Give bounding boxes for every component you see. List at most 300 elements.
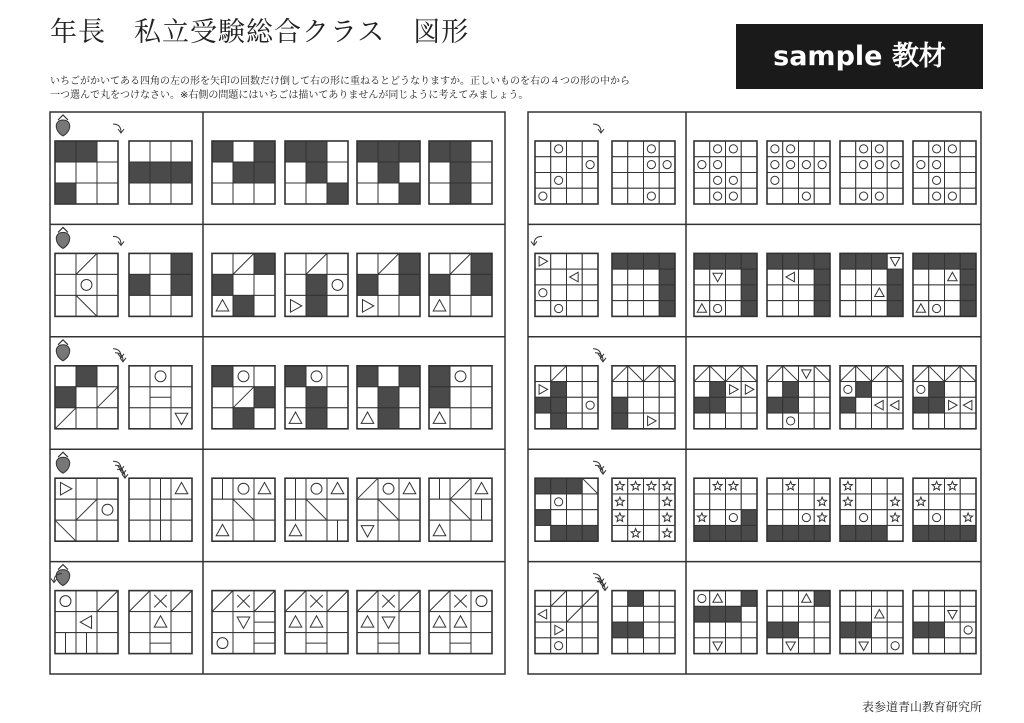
filled-cell <box>306 274 327 295</box>
circle-mark <box>860 161 868 169</box>
grid-cell <box>399 408 420 429</box>
filled-cell <box>535 510 551 526</box>
grid-cell <box>767 382 783 398</box>
grid-cell <box>150 141 171 162</box>
filled-cell <box>710 382 726 398</box>
grid-cell <box>471 295 492 316</box>
filled-cell <box>306 408 327 429</box>
filled-cell <box>694 253 710 269</box>
grid-cell <box>97 478 118 499</box>
circle-mark <box>818 161 826 169</box>
grid-cell <box>856 301 872 317</box>
grid-cell <box>567 141 583 157</box>
grid-cell <box>567 382 583 398</box>
grid-cell <box>97 612 118 633</box>
filled-cell <box>814 253 830 269</box>
circle-mark <box>698 161 706 169</box>
grid-cell <box>872 591 888 607</box>
filled-cell <box>450 183 471 204</box>
filled-cell <box>628 622 644 638</box>
filled-cell <box>612 397 628 413</box>
filled-cell <box>628 591 644 607</box>
grid-cell <box>741 638 757 654</box>
grid-cell <box>887 382 903 398</box>
grid-cell <box>783 301 799 317</box>
filled-cell <box>378 162 399 183</box>
grid-cell <box>913 478 929 494</box>
grid-cell <box>726 157 742 173</box>
circle-mark <box>539 289 547 297</box>
grid-cell <box>582 494 598 510</box>
filled-cell <box>450 141 471 162</box>
grid-cell <box>872 173 888 189</box>
grid-cell <box>55 162 76 183</box>
grid-cell <box>450 520 471 541</box>
filled-cell <box>429 366 450 387</box>
circle-mark <box>891 161 899 169</box>
grid-cell <box>659 173 675 189</box>
grid-cell <box>799 478 815 494</box>
filled-cell <box>129 274 150 295</box>
grid-cell <box>171 612 192 633</box>
grid-cell <box>399 387 420 408</box>
grid-cell <box>612 638 628 654</box>
grid-cell <box>628 285 644 301</box>
filled-cell <box>856 382 872 398</box>
strawberry-icon <box>56 565 70 586</box>
grid-cell <box>767 606 783 622</box>
grid-cell <box>582 301 598 317</box>
filled-cell <box>612 413 628 429</box>
filled-cell <box>929 525 945 541</box>
circle-mark <box>933 176 941 184</box>
publisher-credit: 表参道青山教育研究所 <box>861 700 982 714</box>
grid-cell <box>327 387 348 408</box>
filled-cell <box>726 606 742 622</box>
grid-cell <box>840 141 856 157</box>
strawberry-leaf <box>58 227 68 232</box>
grid-cell <box>644 638 660 654</box>
grid-cell <box>659 638 675 654</box>
filled-cell <box>357 366 378 387</box>
grid-cell <box>644 285 660 301</box>
grid-cell <box>913 173 929 189</box>
grid-cell <box>612 525 628 541</box>
grid-cell <box>694 188 710 204</box>
grid-cell <box>767 591 783 607</box>
grid-cell <box>357 183 378 204</box>
grid-cell <box>799 173 815 189</box>
question-L1-choice-1 <box>212 141 275 204</box>
grid-cell <box>612 301 628 317</box>
grid-cell <box>856 606 872 622</box>
grid-cell <box>327 253 348 274</box>
grid-cell <box>741 188 757 204</box>
grid-cell <box>945 157 961 173</box>
grid-cell <box>840 510 856 526</box>
circle-mark <box>714 176 722 184</box>
grid-cell <box>254 408 275 429</box>
grid-cell <box>726 591 742 607</box>
grid-cell <box>726 285 742 301</box>
grid-cell <box>799 622 815 638</box>
circle-mark <box>714 304 722 312</box>
strawberry-leaf <box>58 565 68 570</box>
grid-cell <box>913 285 929 301</box>
grid-cell <box>212 499 233 520</box>
grid-cell <box>741 397 757 413</box>
filled-cell <box>767 525 783 541</box>
grid-cell <box>913 269 929 285</box>
grid-cell <box>150 253 171 274</box>
question-L5-choice-4 <box>429 591 492 654</box>
filled-cell <box>150 162 171 183</box>
question-L3-target-grid <box>129 366 192 429</box>
filled-cell <box>960 253 976 269</box>
grid-cell <box>767 285 783 301</box>
grid-cell <box>551 606 567 622</box>
grid-cell <box>129 295 150 316</box>
grid-cell <box>212 387 233 408</box>
grid-cell <box>471 366 492 387</box>
filled-cell <box>726 525 742 541</box>
grid-cell <box>535 366 551 382</box>
grid-cell <box>644 301 660 317</box>
grid-cell <box>840 173 856 189</box>
grid-cell <box>783 188 799 204</box>
strawberry-body <box>56 120 70 136</box>
grid-cell <box>399 612 420 633</box>
filled-cell <box>799 253 815 269</box>
circle-mark <box>771 145 779 153</box>
grid-cell <box>644 606 660 622</box>
grid-cell <box>840 188 856 204</box>
grid-cell <box>628 606 644 622</box>
filled-cell <box>212 274 233 295</box>
grid-cell <box>856 413 872 429</box>
filled-cell <box>694 525 710 541</box>
question-L2-choice-2 <box>285 253 348 316</box>
grid-cell <box>171 183 192 204</box>
filled-cell <box>129 162 150 183</box>
filled-cell <box>913 253 929 269</box>
grid-cell <box>814 173 830 189</box>
grid-cell <box>55 499 76 520</box>
filled-cell <box>767 253 783 269</box>
grid-cell <box>872 494 888 510</box>
grid-cell <box>582 382 598 398</box>
circle-mark <box>383 483 394 494</box>
filled-cell <box>945 525 961 541</box>
filled-cell <box>659 285 675 301</box>
circle-mark <box>917 161 925 169</box>
grid-cell <box>913 510 929 526</box>
grid-cell <box>327 408 348 429</box>
grid-cell <box>535 157 551 173</box>
filled-cell <box>55 387 76 408</box>
filled-cell <box>171 162 192 183</box>
grid-cell <box>306 183 327 204</box>
grid-cell <box>471 633 492 654</box>
grid-cell <box>799 301 815 317</box>
strawberry-body <box>56 570 70 586</box>
filled-cell <box>840 397 856 413</box>
circle-mark <box>332 279 343 290</box>
grid-cell <box>429 499 450 520</box>
filled-cell <box>644 253 660 269</box>
grid-cell <box>628 269 644 285</box>
grid-cell <box>582 188 598 204</box>
filled-cell <box>212 141 233 162</box>
grid-cell <box>97 408 118 429</box>
strawberry-leaf <box>58 340 68 345</box>
grid-cell <box>741 413 757 429</box>
grid-cell <box>767 413 783 429</box>
grid-cell <box>97 162 118 183</box>
grid-cell <box>567 366 583 382</box>
grid-cell <box>960 382 976 398</box>
grid-cell <box>55 295 76 316</box>
circle-mark <box>933 513 941 521</box>
strawberry-icon <box>56 227 70 248</box>
filled-cell <box>551 525 567 541</box>
grid-cell <box>254 295 275 316</box>
grid-cell <box>659 622 675 638</box>
question-L4-source-grid <box>55 478 118 541</box>
grid-cell <box>233 141 254 162</box>
grid-cell <box>612 382 628 398</box>
grid-cell <box>171 499 192 520</box>
question-R5-choice-1 <box>694 591 757 654</box>
filled-cell <box>378 141 399 162</box>
question-R2-source-grid <box>535 253 598 316</box>
grid-cell <box>856 591 872 607</box>
grid-cell <box>429 253 450 274</box>
question-L2-choice-4 <box>429 253 492 316</box>
grid-cell <box>97 520 118 541</box>
grid-cell <box>726 301 742 317</box>
filled-cell <box>814 591 830 607</box>
filled-cell <box>254 387 275 408</box>
grid-cell <box>799 141 815 157</box>
strawberry-icon <box>56 115 70 136</box>
filled-cell <box>783 622 799 638</box>
question-R2-choice-2 <box>767 253 830 316</box>
filled-cell <box>960 301 976 317</box>
grid-cell <box>97 183 118 204</box>
filled-cell <box>913 525 929 541</box>
grid-cell <box>887 525 903 541</box>
grid-cell <box>357 633 378 654</box>
grid-cell <box>644 591 660 607</box>
circle-mark <box>555 304 563 312</box>
grid-cell <box>726 269 742 285</box>
grid-cell <box>710 494 726 510</box>
grid-cell <box>628 397 644 413</box>
circle-mark <box>60 596 71 607</box>
filled-cell <box>233 408 254 429</box>
grid-cell <box>450 387 471 408</box>
grid-cell <box>767 478 783 494</box>
grid-cell <box>129 520 150 541</box>
grid-cell <box>960 494 976 510</box>
grid-cell <box>726 622 742 638</box>
grid-cell <box>535 494 551 510</box>
circle-mark <box>948 145 956 153</box>
question-R4-source-grid <box>535 478 598 541</box>
grid-cell <box>872 638 888 654</box>
grid-cell <box>814 188 830 204</box>
grid-cell <box>767 301 783 317</box>
grid-cell <box>628 638 644 654</box>
question-L1-choice-4 <box>429 141 492 204</box>
grid-cell <box>628 494 644 510</box>
filled-cell <box>814 285 830 301</box>
grid-cell <box>710 413 726 429</box>
strawberry-leaf <box>58 115 68 120</box>
grid-cell <box>856 397 872 413</box>
filled-cell <box>929 622 945 638</box>
circle-mark <box>860 192 868 200</box>
grid-cell <box>171 295 192 316</box>
circle-mark <box>217 638 228 649</box>
grid-cell <box>535 413 551 429</box>
question-L5-choice-1 <box>212 591 275 654</box>
grid-cell <box>55 274 76 295</box>
filled-cell <box>741 269 757 285</box>
circle-mark <box>933 145 941 153</box>
grid-cell <box>582 366 598 382</box>
filled-cell <box>306 141 327 162</box>
grid-cell <box>327 295 348 316</box>
grid-cell <box>285 183 306 204</box>
grid-cell <box>129 633 150 654</box>
grid-cell <box>799 606 815 622</box>
grid-cell <box>659 606 675 622</box>
circle-mark <box>586 401 594 409</box>
circle-mark <box>729 513 737 521</box>
filled-cell <box>840 525 856 541</box>
grid-cell <box>814 382 830 398</box>
circle-mark <box>933 304 941 312</box>
circle-mark <box>155 371 166 382</box>
grid-cell <box>471 612 492 633</box>
question-R2-choice-1 <box>694 253 757 316</box>
grid-cell <box>644 173 660 189</box>
grid-cell <box>694 269 710 285</box>
grid-cell <box>644 269 660 285</box>
grid-cell <box>429 183 450 204</box>
grid-cell <box>856 494 872 510</box>
grid-cell <box>612 591 628 607</box>
grid-cell <box>945 413 961 429</box>
filled-cell <box>55 183 76 204</box>
filled-cell <box>399 183 420 204</box>
grid-cell <box>551 285 567 301</box>
grid-cell <box>814 141 830 157</box>
filled-cell <box>429 274 450 295</box>
grid-cell <box>710 510 726 526</box>
grid-cell <box>840 591 856 607</box>
grid-cell <box>567 157 583 173</box>
grid-cell <box>960 638 976 654</box>
circle-mark <box>647 161 655 169</box>
grid-cell <box>929 285 945 301</box>
grid-cell <box>612 269 628 285</box>
filled-cell <box>233 295 254 316</box>
grid-cell <box>644 382 660 398</box>
filled-cell <box>399 141 420 162</box>
circle-mark <box>539 192 547 200</box>
filled-cell <box>327 183 348 204</box>
grid-cell <box>612 173 628 189</box>
grid-cell <box>171 141 192 162</box>
grid-cell <box>783 285 799 301</box>
grid-cell <box>171 366 192 387</box>
curved-arrow-icon <box>593 461 606 474</box>
filled-cell <box>659 301 675 317</box>
grid-cell <box>97 633 118 654</box>
grid-cell <box>567 591 583 607</box>
grid-cell <box>840 606 856 622</box>
grid-cell <box>76 478 97 499</box>
grid-cell <box>929 591 945 607</box>
grid-cell <box>887 591 903 607</box>
grid-cell <box>960 188 976 204</box>
question-R5-source-grid <box>535 591 598 654</box>
grid-cell <box>378 274 399 295</box>
filled-cell <box>535 397 551 413</box>
grid-cell <box>694 622 710 638</box>
circle-mark <box>787 417 795 425</box>
grid-cell <box>551 157 567 173</box>
filled-cell <box>429 141 450 162</box>
grid-cell <box>840 157 856 173</box>
grid-cell <box>582 269 598 285</box>
question-R3-choice-2 <box>767 366 830 429</box>
question-R1-choice-1 <box>694 141 757 204</box>
grid-cell <box>767 188 783 204</box>
circle-mark <box>555 498 563 506</box>
circle-mark <box>714 161 722 169</box>
grid-cell <box>644 525 660 541</box>
question-L2-target-grid <box>129 253 192 316</box>
filled-cell <box>429 387 450 408</box>
grid-cell <box>659 413 675 429</box>
curved-arrow-icon <box>113 461 128 478</box>
circle-mark <box>555 642 563 650</box>
grid-cell <box>551 253 567 269</box>
circle-mark <box>81 279 92 290</box>
grid-cell <box>814 478 830 494</box>
grid-cell <box>471 408 492 429</box>
grid-cell <box>945 301 961 317</box>
page-title: 年長 私立受験総合クラス 図形 <box>50 17 470 48</box>
grid-cell <box>840 413 856 429</box>
circle-mark <box>860 513 868 521</box>
grid-cell <box>76 183 97 204</box>
circle-mark <box>311 371 322 382</box>
filled-cell <box>357 274 378 295</box>
grid-cell <box>76 408 97 429</box>
grid-cell <box>887 606 903 622</box>
question-L3-source-grid <box>55 366 118 429</box>
circle-mark <box>586 161 594 169</box>
filled-cell <box>960 525 976 541</box>
circle-mark <box>802 513 810 521</box>
circle-mark <box>714 192 722 200</box>
filled-cell <box>960 269 976 285</box>
